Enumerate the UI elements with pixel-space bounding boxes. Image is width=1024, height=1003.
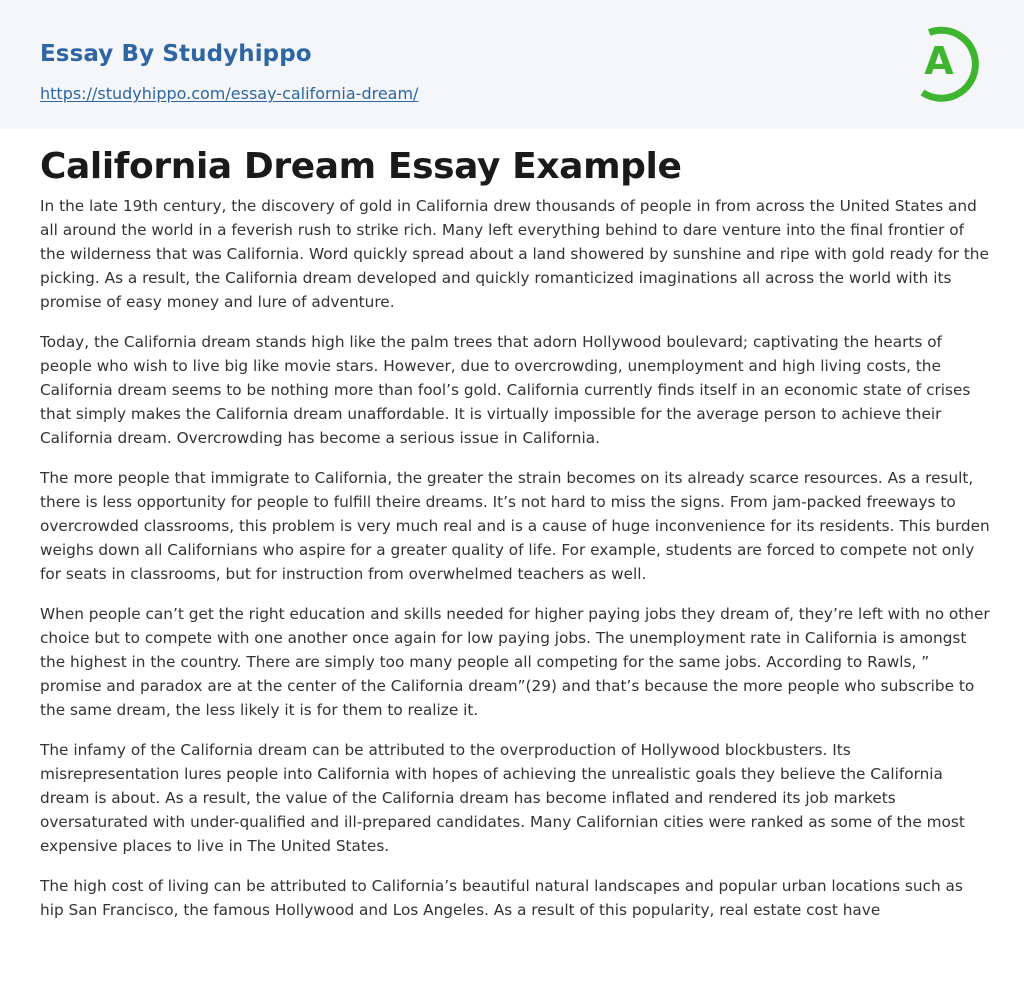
essay-paragraph: Today, the California dream stands high like the palm trees that adorn Hollywood boulevard; captivating the hearts of people who wish to live big like movie stars. However, due to overcrowding, unemployment and high living costs, the California dream seems to be nothing more than fool’s gold. California currently finds itself in an economic state of crises that simply makes the California dream unaffordable. It is virtually impossible for the average person to achieve their California dream. Overcrowding has become a serious issue in California. xyxy=(40,333,971,447)
essay-body xyxy=(40,194,990,938)
source-url-link[interactable]: https://studyhippo.com/essay-california-dream/ xyxy=(40,84,419,103)
essay-paragraph: The high cost of living can be attributed to California’s beautiful natural landscapes and popular urban locations such as hip San Francisco, the famous Hollywood and Los Angeles. As a result of this popularity, real estate cost have xyxy=(40,877,963,919)
essay-paragraph: When people can’t get the right education and skills needed for higher paying jobs they dream of, they’re left with no other choice but to compete with one another once again for low paying jobs. The unemployment rate in California is amongst the highest in the country. There are simply too many people all competing for the same jobs. According to Rawls, ” promise and paradox are at the center of the California dream”(29) and that’s because the more people who subscribe to the same dream, the less likely it is for them to realize it. xyxy=(40,605,990,719)
logo-letter: A xyxy=(924,39,954,83)
brand-title[interactable]: Essay By Studyhippo xyxy=(40,41,312,67)
site-header xyxy=(0,0,1024,129)
studyhippo-logo-icon[interactable] xyxy=(909,18,989,106)
essay-paragraph: The infamy of the California dream can be attributed to the overproduction of Hollywood blockbusters. Its misrepresentation lures people into California with hopes of achieving the unrealistic goals they believe the California dream is about. As a result, the value of the California dream has become inflated and rendered its job markets oversaturated with under-qualified and ill-prepared candidates. Many Californian cities were ranked as some of the most expensive places to live in The United States. xyxy=(40,741,965,855)
essay-paragraph: The more people that immigrate to California, the greater the strain becomes on its already scarce resources. As a result, there is less opportunity for people to fulfill theire dreams. It’s not hard to miss the signs. From jam-packed freeways to overcrowded classrooms, this problem is very much real and is a cause of huge inconvenience for its residents. This burden weighs down all Californians who aspire for a greater quality of life. For example, students are forced to compete not only for seats in classrooms, but for instruction from overwhelmed teachers as well. xyxy=(40,469,990,583)
page-title: California Dream Essay Example xyxy=(40,146,682,187)
essay-paragraph: In the late 19th century, the discovery of gold in California drew thousands of people in from across the United States and all around the world in a feverish rush to strike rich. Many left everything behind to dare venture into the final frontier of the wilderness that was California. Word quickly spread about a land showered by sunshine and ripe with gold ready for the picking. As a result, the California dream developed and quickly romanticized imaginations all across the world with its promise of easy money and lure of adventure. xyxy=(40,197,989,311)
